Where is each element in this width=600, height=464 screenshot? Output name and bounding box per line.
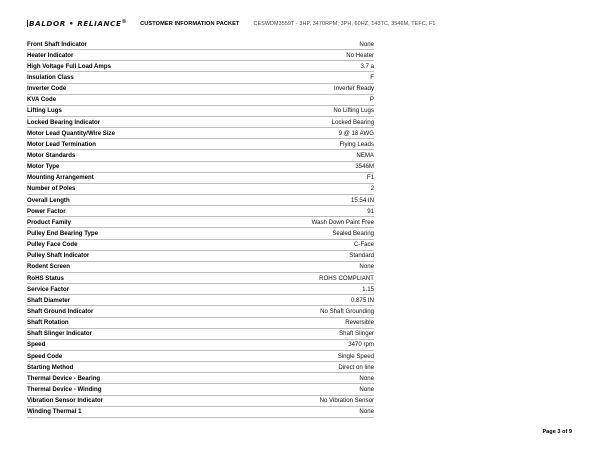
- page-number: Page 3 of 9: [542, 429, 572, 435]
- spec-row: [27, 72, 374, 83]
- spec-value: Inverter Ready: [334, 85, 374, 93]
- spec-row: [27, 295, 374, 306]
- spec-label: Winding Thermal 1: [27, 408, 82, 416]
- spec-row: [27, 206, 374, 217]
- spec-value: None: [359, 385, 374, 393]
- spec-table: [27, 39, 374, 418]
- brand-reliance: RELIANCE: [77, 19, 122, 28]
- spec-row: [27, 284, 374, 295]
- spec-value: None: [359, 40, 374, 48]
- spec-label: Inverter Code: [27, 85, 67, 93]
- spec-label: Starting Method: [27, 363, 74, 371]
- spec-value: 3470 rpm: [348, 341, 374, 349]
- spec-row: [27, 217, 374, 228]
- spec-label: Speed Code: [27, 352, 63, 360]
- spec-value: P: [369, 96, 374, 104]
- spec-value: 0.875 IN: [350, 296, 374, 304]
- spec-label: High Voltage Full Load Amps: [27, 62, 111, 70]
- spec-row: [27, 240, 374, 251]
- spec-value: F: [370, 73, 374, 81]
- spec-label: Mounting Arrangement: [27, 174, 94, 182]
- spec-value: Shaft Slinger: [339, 330, 374, 338]
- spec-value: C-Face: [354, 241, 374, 249]
- spec-value: None: [359, 374, 374, 382]
- spec-value: Wash Down Paint Free: [311, 218, 374, 226]
- spec-label: Number of Poles: [27, 185, 76, 193]
- spec-label: Motor Lead Termination: [27, 140, 96, 148]
- spec-row: [27, 117, 374, 128]
- spec-row: [27, 139, 374, 150]
- page-header: [27, 19, 435, 28]
- spec-value: Single Speed: [337, 352, 374, 360]
- spec-row: [27, 228, 374, 239]
- spec-row: [27, 150, 374, 161]
- spec-row: [27, 195, 374, 206]
- spec-value: ROHS COMPLIANT: [319, 274, 374, 282]
- spec-label: Lifting Lugs: [27, 107, 62, 115]
- spec-label: Pulley Face Code: [27, 241, 78, 249]
- spec-row: [27, 306, 374, 317]
- logo-mark: [27, 20, 28, 27]
- spec-label: Pulley End Bearing Type: [27, 229, 98, 237]
- spec-value: 91: [367, 207, 374, 215]
- spec-value: None: [359, 408, 374, 416]
- spec-value: Sealed Bearing: [332, 229, 374, 237]
- spec-label: Shaft Rotation: [27, 319, 69, 327]
- spec-label: Rodent Screen: [27, 263, 71, 271]
- spec-label: Motor Lead Quantity/Wire Size: [27, 129, 115, 137]
- spec-row: [27, 262, 374, 273]
- spec-value: Standard: [349, 252, 374, 260]
- spec-row: [27, 95, 374, 106]
- spec-value: 3546M: [355, 163, 374, 171]
- spec-label: Shaft Diameter: [27, 296, 71, 304]
- spec-label: Thermal Device - Bearing: [27, 374, 101, 382]
- packet-title: CUSTOMER INFORMATION PACKET: [140, 20, 240, 27]
- spec-label: Thermal Device - Winding: [27, 385, 102, 393]
- spec-value: No Vibration Sensor: [319, 397, 374, 405]
- spec-row: [27, 340, 374, 351]
- spec-value: None: [359, 263, 374, 271]
- spec-value: Flying Leads: [339, 140, 374, 148]
- spec-label: Power Factor: [27, 207, 66, 215]
- catalog-description: CESWDM3559T - 3HP, 3470RPM, 3PH, 60HZ, 143TC, 3546M, TEFC, F1: [253, 20, 436, 27]
- spec-row: [27, 384, 374, 395]
- spec-label: Heater Indicator: [27, 51, 74, 59]
- spec-label: Front Shaft Indicator: [27, 40, 87, 48]
- spec-value: Locked Bearing: [331, 118, 374, 126]
- spec-row: [27, 184, 374, 195]
- spec-value: No Lifting Lugs: [333, 107, 374, 115]
- spec-label: RoHS Status: [27, 274, 64, 282]
- spec-label: Vibration Sensor Indicator: [27, 397, 104, 405]
- spec-row: [27, 329, 374, 340]
- spec-value: No Shaft Grounding: [320, 307, 374, 315]
- spec-row: [27, 273, 374, 284]
- spec-label: Speed: [27, 341, 46, 349]
- spec-value: 2: [370, 185, 374, 193]
- spec-row: [27, 61, 374, 72]
- spec-label: Overall Length: [27, 196, 70, 204]
- spec-row: [27, 39, 374, 50]
- spec-row: [27, 362, 374, 373]
- spec-row: [27, 407, 374, 418]
- spec-row: [27, 173, 374, 184]
- spec-label: Locked Bearing Indicator: [27, 118, 101, 126]
- spec-label: Insulation Class: [27, 73, 74, 81]
- brand-baldor: BALDOR: [29, 19, 66, 28]
- spec-label: KVA Code: [27, 96, 57, 104]
- spec-label: Motor Standards: [27, 151, 76, 159]
- spec-value: F1: [366, 174, 374, 182]
- spec-value: Reversible: [345, 319, 374, 327]
- spec-row: [27, 351, 374, 362]
- spec-row: [27, 128, 374, 139]
- spec-row: [27, 84, 374, 95]
- spec-value: 15.54 IN: [350, 196, 374, 204]
- brand-logo: BALDOR • RELIANCE®: [29, 19, 128, 28]
- spec-label: Pulley Shaft Indicator: [27, 252, 90, 260]
- spec-row: [27, 396, 374, 407]
- spec-row: [27, 106, 374, 117]
- spec-value: Direct on line: [338, 363, 374, 371]
- spec-row: [27, 318, 374, 329]
- spec-label: Service Factor: [27, 285, 70, 293]
- spec-row: [27, 162, 374, 173]
- spec-label: Shaft Slinger Indicator: [27, 330, 93, 338]
- spec-label: Motor Type: [27, 163, 60, 171]
- spec-value: 3.7 a: [360, 62, 374, 70]
- spec-value: 9 @ 18 AWG: [338, 129, 374, 137]
- spec-row: [27, 251, 374, 262]
- spec-row: [27, 50, 374, 61]
- spec-value: 1.15: [362, 285, 374, 293]
- spec-value: NEMA: [356, 151, 374, 159]
- spec-row: [27, 373, 374, 384]
- spec-label: Shaft Ground Indicator: [27, 307, 94, 315]
- spec-label: Product Family: [27, 218, 72, 226]
- spec-value: No Heater: [346, 51, 374, 59]
